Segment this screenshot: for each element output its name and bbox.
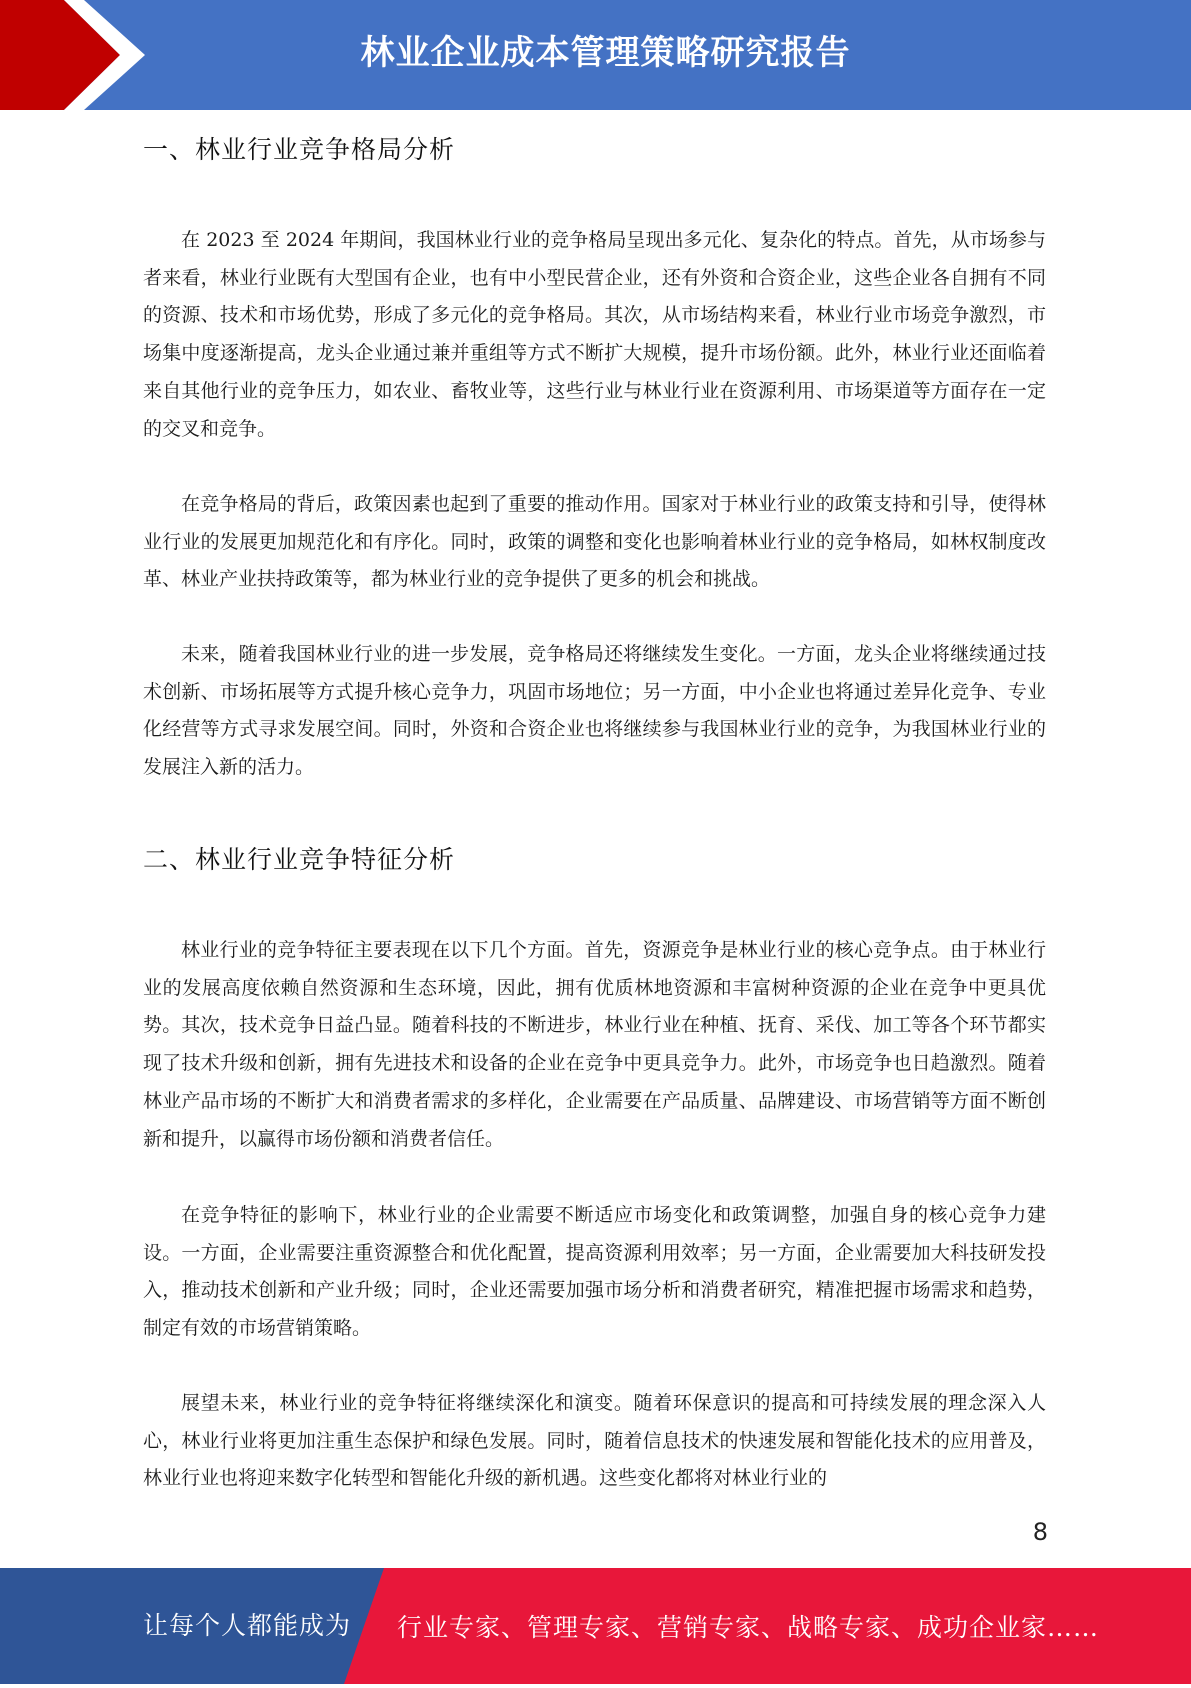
footer-band (0, 1568, 1191, 1684)
page-number: 8 (1032, 1518, 1048, 1546)
paragraph-2-1: 林业行业的竞争特征主要表现在以下几个方面。首先，资源竞争是林业行业的核心竞争点。由于林业行业的发展高度依赖自然资源和生态环境，因此，拥有优质林地资源和丰富树种资源的企业在竞争中更具优势。其次，技术竞争日益凸显。随着科技的不断进步，林业行业在种植、抚育、采伐、加工等各个环节都实现了技术升级和创新，拥有先进技术和设备的企业在竞争中更具竞争力。此外，市场竞争也日趋激烈。随着林业产品市场的不断扩大和消费者需求的多样化，企业需要在产品质量、品牌建设、市场营销等方面不断创新和提升，以赢得市场份额和消费者信任。 (143, 939, 1046, 1150)
paragraph-1-3: 未来，随着我国林业行业的进一步发展，竞争格局还将继续发生变化。一方面，龙头企业将继续通过技术创新、市场拓展等方式提升核心竞争力，巩固市场地位；另一方面，中小企业也将通过差异化竞争、专业化经营等方式寻求发展空间。同时，外资和合资企业也将继续参与我国林业行业的竞争，为我国林业行业的发展注入新的活力。 (143, 643, 1046, 779)
footer-slogan-left: 让每个人都能成为 (143, 1611, 352, 1640)
section-heading-2: 二、林业行业竞争特征分析 (143, 845, 456, 874)
report-title: 林业企业成本管理策略研究报告 (360, 33, 851, 73)
paragraph-1-2: 在竞争格局的背后，政策因素也起到了重要的推动作用。国家对于林业行业的政策支持和引导，使得林业行业的发展更加规范化和有序化。同时，政策的调整和变化也影响着林业行业的竞争格局，如林权制度改革、林业产业扶持政策等，都为林业行业的竞争提供了更多的机会和挑战。 (143, 493, 1046, 591)
footer-slogan-right: 行业专家、管理专家、营销专家、战略专家、成功企业家…… (397, 1613, 1100, 1642)
paragraph-2-2: 在竞争特征的影响下，林业行业的企业需要不断适应市场变化和政策调整，加强自身的核心竞争力建设。一方面，企业需要注重资源整合和优化配置，提高资源利用效率；另一方面，企业需要加大科技研发投入，推动技术创新和产业升级；同时，企业还需要加强市场分析和消费者研究，精准把握市场需求和趋势，制定有效的市场营销策略。 (143, 1204, 1046, 1340)
paragraph-1-1: 在 2023 至 2024 年期间，我国林业行业的竞争格局呈现出多元化、复杂化的特点。首先，从市场参与者来看，林业行业既有大型国有企业，也有中小型民营企业，还有外资和合资企业，这些企业各自拥有不同的资源、技术和市场优势，形成了多元化的竞争格局。其次，从市场结构来看，林业行业市场竞争激烈，市场集中度逐渐提高，龙头企业通过兼并重组等方式不断扩大规模，提升市场份额。此外，林业行业还面临着来自其他行业的竞争压力，如农业、畜牧业等，这些行业与林业行业在资源利用、市场渠道等方面存在一定的交叉和竞争。 (143, 229, 1046, 440)
header-band (0, 0, 1191, 110)
section-heading-1: 一、林业行业竞争格局分析 (143, 135, 456, 164)
paragraph-2-3: 展望未来，林业行业的竞争特征将继续深化和演变。随着环保意识的提高和可持续发展的理念深入人心，林业行业将更加注重生态保护和绿色发展。同时，随着信息技术的快速发展和智能化技术的应用普及，林业行业也将迎来数字化转型和智能化升级的新机遇。这些变化都将对林业行业的 (143, 1392, 1046, 1490)
